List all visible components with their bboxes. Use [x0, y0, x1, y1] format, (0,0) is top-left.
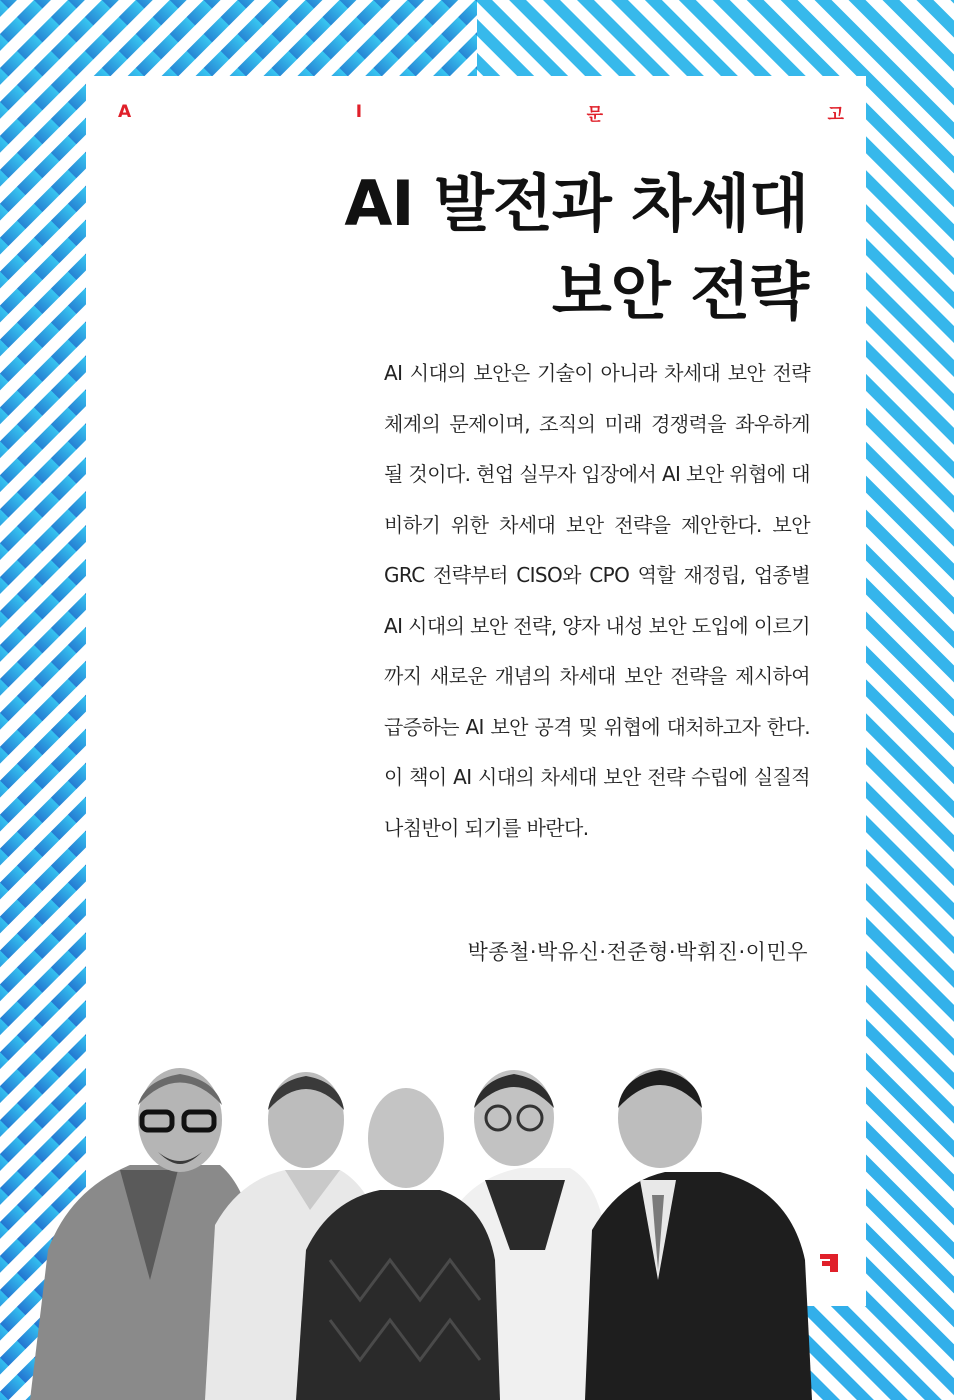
author-group-photo [0, 1060, 954, 1400]
series-label-char: I [355, 102, 363, 122]
book-title-line1: AI 발전과 차세대 [344, 167, 808, 240]
book-title [344, 160, 808, 336]
series-label-char: 고 [827, 104, 844, 125]
author-figure [585, 1068, 812, 1400]
book-description: AI 시대의 보안은 기술이 아니라 차세대 보안 전략 체계의 문제이며, 조직의 미래 경쟁력을 좌우하게 될 것이다. 현업 실무자 입장에서 AI 보안 위협에 대비하기 위한 차세대 보안 전략을 제안한다. 보안 GRC 전략부터 CISO와 CPO 역할 재정립, 업종별 AI 시대의 보안 전략, 양자 내성 보안 도입에 이르기까지 새로운 개념의 차세대 보안 전략을 제시하여 급증하는 AI 보안 공격 및 위협에 대처하고자 한다. 이 책이 AI 시대의 차세대 보안 전략 수립에 실질적 나침반이 되기를 바란다. [384, 361, 810, 840]
series-label-char: 문 [586, 104, 603, 125]
book-title-line2: 보안 전략 [551, 255, 808, 328]
publisher-logo-icon [818, 1252, 840, 1274]
series-label-char: A [118, 102, 132, 122]
series-label [118, 100, 844, 124]
author-names: 박종철·박유신·전준형·박휘진·이민우 [467, 940, 808, 964]
